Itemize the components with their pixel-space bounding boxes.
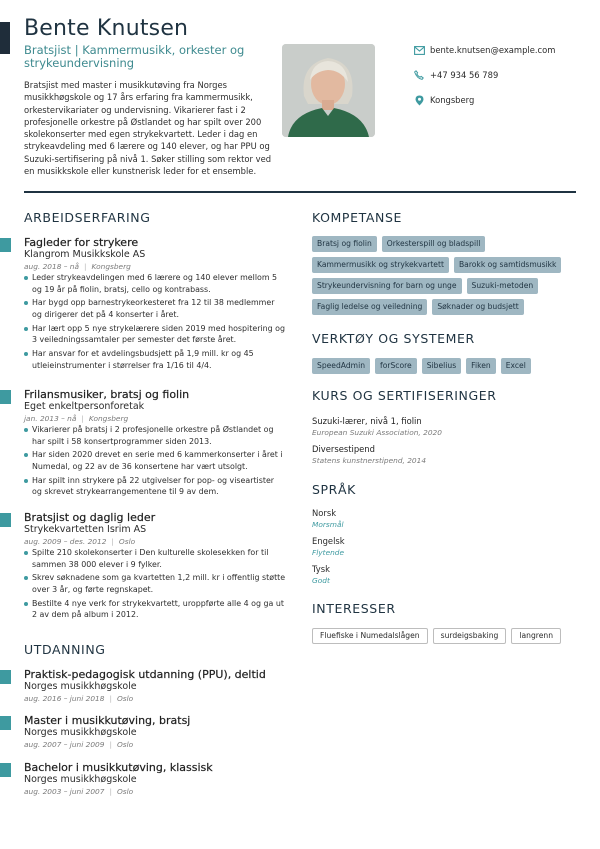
education-item xyxy=(24,761,286,797)
education-dates: aug. 2007 – juni 2009 xyxy=(24,740,105,749)
skill-tag: Faglig ledelse og veiledning xyxy=(312,299,427,315)
skill-tag: Bratsj og fiolin xyxy=(312,236,377,252)
job-bullet: Har lært opp 5 nye strykelærere siden 2019 med hospitering og 3 veiledningssamtaler per semester det første året. xyxy=(24,323,286,346)
language-name: Engelsk xyxy=(312,536,345,546)
education-meta: aug. 2003 – juni 2007 | Oslo xyxy=(24,787,134,796)
job-bullet: Leder strykeavdelingen med 6 lærere og 140 elever mellom 5 og 19 år på fiolin, bratsj, cello og kontrabass. xyxy=(24,272,286,295)
job-title: Bratsjist og daglig leder xyxy=(24,511,156,524)
language-name: Norsk xyxy=(312,508,337,518)
header-accent-bar xyxy=(0,22,10,54)
course-issuer: European Suzuki Association, 2020 xyxy=(312,428,442,437)
job-bullet: Bestilte 4 nye verk for strykekvartett, uroppførte alle 4 og ga ut 2 av dem på album i 2012. xyxy=(24,598,286,621)
language-item xyxy=(312,564,330,586)
job-bullet: Har bygd opp barnestrykeorkesteret fra 12 til 38 medlemmer og dirigerer det på 4 konserter i året. xyxy=(24,297,286,320)
job-dates: aug. 2018 – nå xyxy=(24,262,80,271)
job-dates: aug. 2009 – des. 2012 xyxy=(24,537,107,546)
interests-tags xyxy=(312,628,584,649)
experience-item xyxy=(24,236,286,374)
education-place: Oslo xyxy=(116,787,134,796)
job-bullets xyxy=(24,547,286,621)
skill-tag: Suzuki-metoden xyxy=(467,278,539,294)
candidate-name: Bente Knutsen xyxy=(24,16,189,41)
contact-phone-text: +47 934 56 789 xyxy=(430,70,499,80)
interest-tag: langrenn xyxy=(511,628,561,644)
experience-item xyxy=(24,511,286,623)
education-title: Praktisk-pedagogisk utdanning (PPU), deltid xyxy=(24,668,266,681)
mail-icon xyxy=(413,44,425,56)
interest-tag: surdeigsbaking xyxy=(433,628,507,644)
skill-tag: Kammermusikk og strykekvartett xyxy=(312,257,449,273)
experience-item xyxy=(24,388,286,500)
education-org: Norges musikkhøgskole xyxy=(24,727,137,738)
education-dates: aug. 2016 – juni 2018 xyxy=(24,694,105,703)
course-issuer: Statens kunstnerstipend, 2014 xyxy=(312,456,427,465)
profile-summary: Bratsjist med master i musikkutøving fra Norges musikkhøgskole og 17 års erfaring fra kammermusikk, orkestervikariater og undervisning. Vikarierer fast i 2 profesjonelle orkestre på Østlandet og har spilt over 200 skolekonserter med egen strykekvartett. Leder i dag en strykeavdeling med 6 lærere og 140 elever, og har PPU og Suzuki-sertifisering på nivå 1. Søker stilling som rektor ved en musikkskole eller kunstnerisk leder for et ensemble. xyxy=(24,80,272,177)
header-divider xyxy=(24,191,576,193)
section-title-skills: KOMPETANSE xyxy=(312,210,402,225)
experience-marker xyxy=(0,238,11,252)
education-place: Oslo xyxy=(116,740,134,749)
job-meta: aug. 2018 – nå | Kongsberg xyxy=(24,262,131,271)
job-org: Strykekvartetten Isrim AS xyxy=(24,524,147,535)
section-title-languages: SPRÅK xyxy=(312,482,356,497)
tool-tag: Excel xyxy=(501,358,531,374)
contact-email-text: bente.knutsen@example.com xyxy=(430,45,556,55)
interest-tag: Fluefiske i Numedalslågen xyxy=(312,628,428,644)
map-pin-icon xyxy=(413,94,425,106)
tool-tag: Fiken xyxy=(466,358,496,374)
education-title: Bachelor i musikkutøving, klassisk xyxy=(24,761,213,774)
job-title: Frilansmusiker, bratsj og fiolin xyxy=(24,388,190,401)
section-title-tools: VERKTØY OG SYSTEMER xyxy=(312,331,475,346)
education-marker xyxy=(0,716,11,730)
tool-tag: forScore xyxy=(375,358,417,374)
job-bullet: Har ansvar for et avdelingsbudsjett på 1,9 mill. kr og 45 utleieinstrumenter i størrelser fra 1/16 til 4/4. xyxy=(24,348,286,371)
course-title: Suzuki-lærer, nivå 1, fiolin xyxy=(312,416,422,426)
job-place: Kongsberg xyxy=(91,262,131,271)
education-place: Oslo xyxy=(116,694,134,703)
skill-tag: Barokk og samtidsmusikk xyxy=(454,257,562,273)
education-meta: aug. 2016 – juni 2018 | Oslo xyxy=(24,694,134,703)
education-item xyxy=(24,714,286,750)
language-level: Flytende xyxy=(312,548,345,557)
skill-tag: Strykeundervisning for barn og unge xyxy=(312,278,462,294)
education-title: Master i musikkutøving, bratsj xyxy=(24,714,191,727)
language-level: Godt xyxy=(312,576,330,585)
profile-photo xyxy=(282,44,375,137)
job-meta: jan. 2013 – nå | Kongsberg xyxy=(24,414,129,423)
job-place: Kongsberg xyxy=(88,414,129,423)
education-org: Norges musikkhøgskole xyxy=(24,774,137,785)
skill-tag: Orkesterspill og bladspill xyxy=(382,236,486,252)
course-title: Diversestipend xyxy=(312,444,375,454)
contact-email[interactable] xyxy=(413,44,555,56)
section-title-interests: INTERESSER xyxy=(312,601,396,616)
job-title: Fagleder for strykere xyxy=(24,236,139,249)
education-marker xyxy=(0,763,11,777)
contact-phone[interactable] xyxy=(413,69,498,81)
job-bullet: Har spilt inn strykere på 22 utgivelser for pop- og viseartister og skrevet strykearrangementene til 9 av dem. xyxy=(24,475,286,498)
section-title-courses: KURS OG SERTIFISERINGER xyxy=(312,388,497,403)
job-bullets xyxy=(24,424,286,498)
tool-tag: SpeedAdmin xyxy=(312,358,370,374)
language-level: Morsmål xyxy=(312,520,344,529)
tool-tag: Sibelius xyxy=(422,358,461,374)
course-item xyxy=(312,416,582,438)
course-item xyxy=(312,444,582,466)
job-bullets xyxy=(24,272,286,371)
language-item xyxy=(312,536,345,558)
job-place: Oslo xyxy=(118,537,136,546)
experience-marker xyxy=(0,390,11,404)
contact-location-text: Kongsberg xyxy=(430,95,475,105)
contact-location xyxy=(413,94,474,106)
job-org: Eget enkeltpersonforetak xyxy=(24,401,145,412)
section-title-experience: ARBEIDSERFARING xyxy=(24,210,151,225)
education-org: Norges musikkhøgskole xyxy=(24,681,137,692)
job-org: Klangrom Musikkskole AS xyxy=(24,249,146,260)
job-bullet: Skrev søknadene som ga kvartetten 1,2 mill. kr i offentlig støtte over 3 år, og førte regnskapet. xyxy=(24,572,286,595)
job-meta: aug. 2009 – des. 2012 | Oslo xyxy=(24,537,136,546)
language-name: Tysk xyxy=(312,564,330,574)
tools-tags xyxy=(312,358,584,379)
phone-icon xyxy=(413,69,425,81)
education-meta: aug. 2007 – juni 2009 | Oslo xyxy=(24,740,134,749)
skill-tag: Søknader og budsjett xyxy=(432,299,523,315)
skills-tags xyxy=(312,236,584,320)
candidate-subtitle: Bratsjist | Kammermusikk, orkester og strykeundervisning xyxy=(24,43,245,70)
job-bullet: Vikarierer på bratsj i 2 profesjonelle orkestre på Østlandet og har spilt i 58 konsertprogrammer siden 2013. xyxy=(24,424,286,447)
job-bullet: Har siden 2020 drevet en serie med 6 kammerkonserter i året i Numedal, og 22 av de 36 konsertene har vært utsolgt. xyxy=(24,449,286,472)
language-item xyxy=(312,508,344,530)
education-dates: aug. 2003 – juni 2007 xyxy=(24,787,105,796)
job-dates: jan. 2013 – nå xyxy=(24,414,77,423)
experience-marker xyxy=(0,513,11,527)
education-item xyxy=(24,668,286,704)
education-marker xyxy=(0,670,11,684)
job-bullet: Spilte 210 skolekonserter i Den kulturelle skolesekken for til sammen 38 000 elever i 9 fylker. xyxy=(24,547,286,570)
section-title-education: UTDANNING xyxy=(24,642,106,657)
